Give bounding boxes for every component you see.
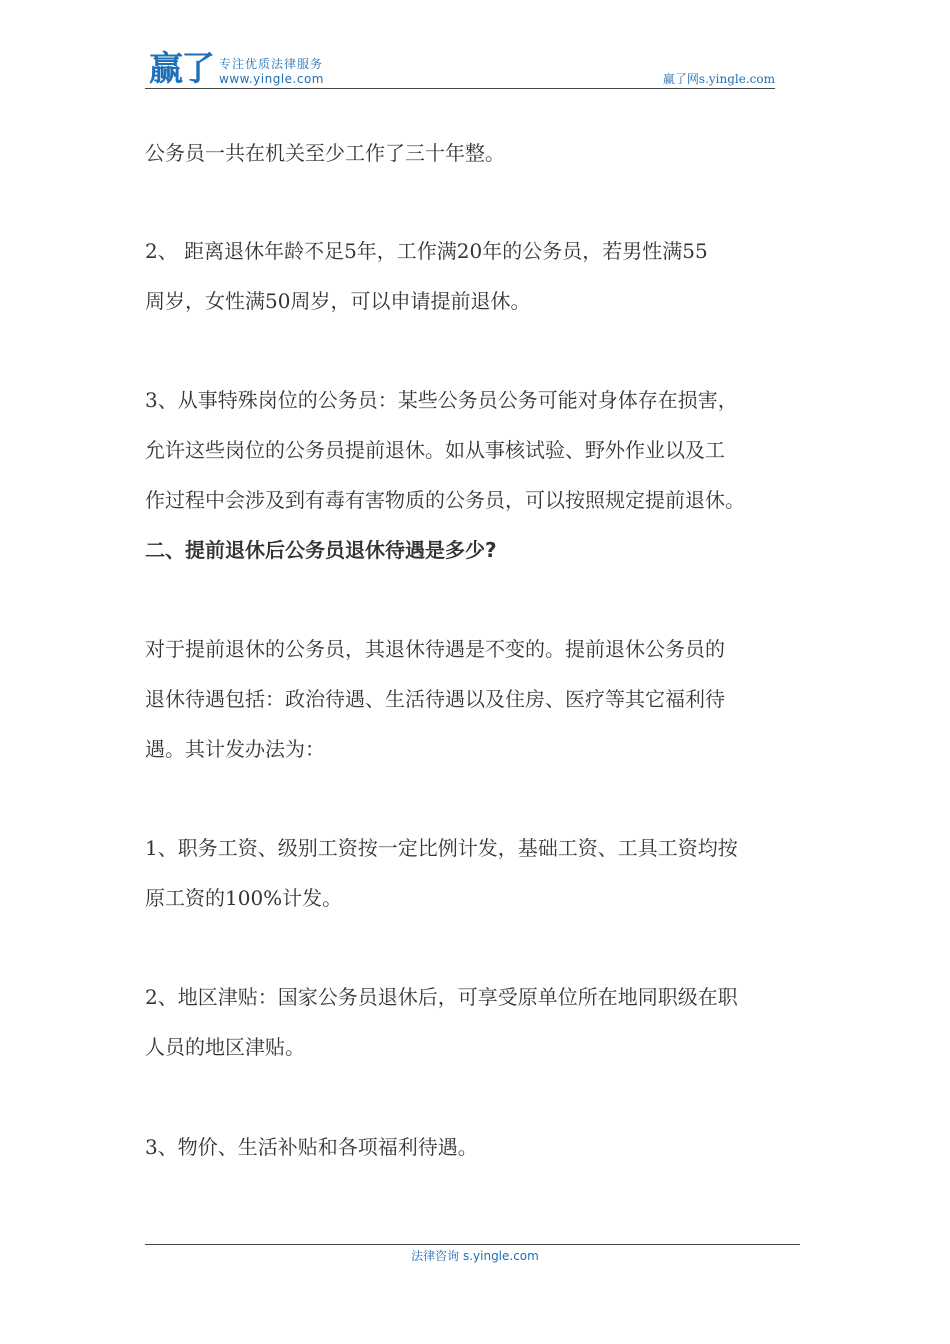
header-site-link[interactable]: 赢了网s.yingle.com: [662, 72, 775, 86]
body-line: 公务员一共在机关至少工作了三十年整。: [145, 141, 505, 165]
logo-slogan: 专注优质法律服务: [219, 57, 324, 71]
body-line: 原工资的100%计发。: [145, 886, 343, 910]
body-line: 1、职务工资、级别工资按一定比例计发，基础工资、工具工资均按: [145, 836, 738, 860]
body-line: 退休待遇包括：政治待遇、生活待遇以及住房、医疗等其它福利待: [145, 687, 725, 711]
body-line: 遇。其计发办法为：: [145, 737, 325, 761]
body-line: 人员的地区津贴。: [145, 1035, 305, 1059]
body-line: 2、地区津贴：国家公务员退休后，可享受原单位所在地同职级在职: [145, 985, 738, 1009]
page-header: [145, 48, 775, 89]
logo-mark: 赢了: [149, 49, 213, 89]
yingle-logo[interactable]: [149, 49, 324, 89]
body-line: 2、 距离退休年龄不足5年，工作满20年的公务员，若男性满55: [145, 239, 708, 263]
body-line: 作过程中会涉及到有毒有害物质的公务员，可以按照规定提前退休。: [145, 488, 745, 512]
body-line: 周岁，女性满50周岁，可以申请提前退休。: [145, 289, 531, 313]
logo-url: www.yingle.com: [219, 72, 324, 86]
body-line: 允许这些岗位的公务员提前退休。如从事核试验、野外作业以及工: [145, 438, 725, 462]
footer-link[interactable]: 法律咨询 s.yingle.com: [411, 1249, 539, 1263]
logo-text-block: [219, 56, 324, 86]
body-line: 3、从事特殊岗位的公务员：某些公务员公务可能对身体存在损害，: [145, 388, 738, 412]
section-heading: 二、提前退休后公务员退休待遇是多少?: [145, 538, 497, 562]
body-line: 3、物价、生活补贴和各项福利待遇。: [145, 1135, 478, 1159]
body-line: 对于提前退休的公务员，其退休待遇是不变的。提前退休公务员的: [145, 637, 725, 661]
footer-divider: [145, 1244, 800, 1245]
